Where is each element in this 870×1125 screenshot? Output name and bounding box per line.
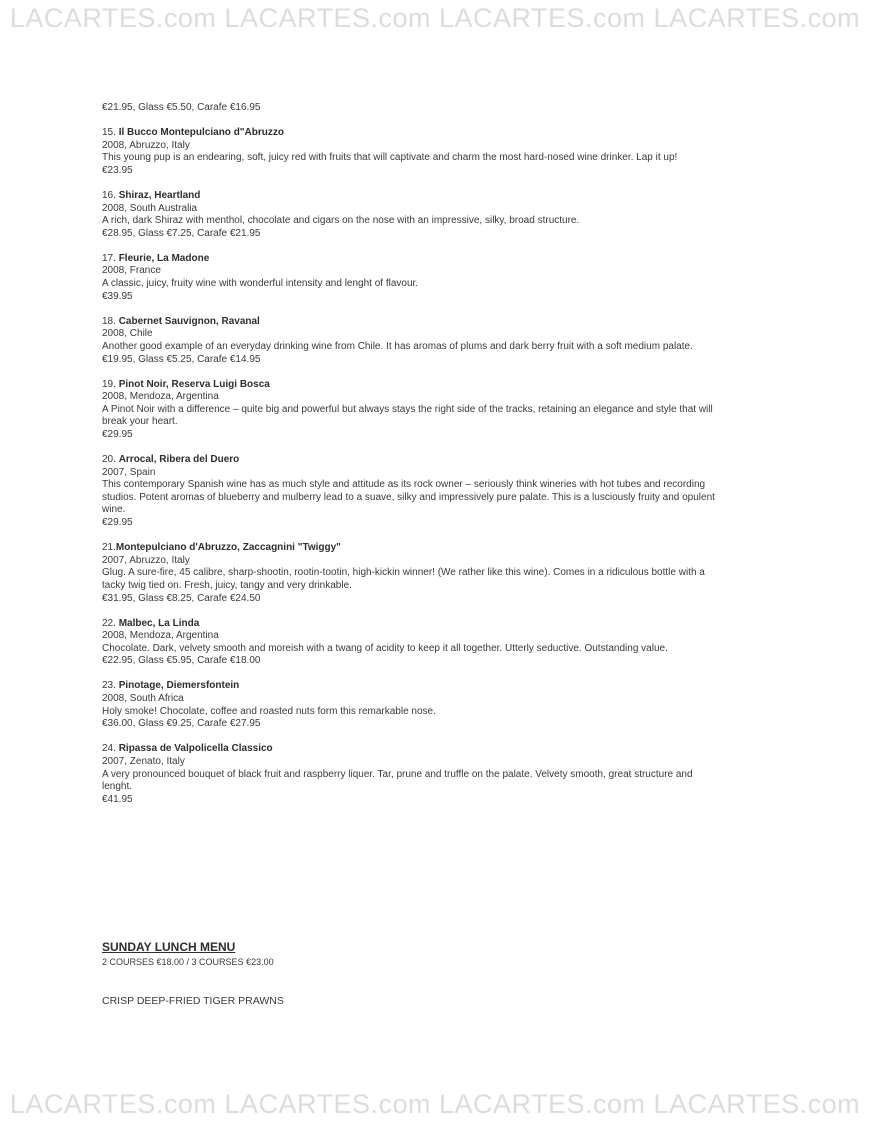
wine-name: Ripassa de Valpolicella Classico bbox=[118, 743, 273, 755]
wine-description-line: lenght. bbox=[102, 781, 133, 793]
wine-entry bbox=[102, 680, 770, 730]
wine-origin: 2007, Zenato, Italy bbox=[102, 755, 185, 767]
watermark-top: LACARTES.com LACARTES.com LACARTES.com LACARTES.com bbox=[9, 3, 861, 33]
wine-description-line: Chocolate. Dark, velvety smooth and moreish with a twang of acidity to keep it all together. Utterly seductive. Outstanding value. bbox=[102, 642, 668, 654]
wine-name: Shiraz, Heartland bbox=[118, 189, 201, 201]
wine-description-line: A classic, juicy, fruity wine with wonderful intensity and lenght of flavour. bbox=[102, 278, 419, 290]
wine-description-line: This young pup is an endearing, soft, juicy red with fruits that will captivate and charm the most hard-nosed wine drinker. Lap it up! bbox=[102, 152, 678, 164]
wine-description-line: A rich, dark Shiraz with menthol, chocolate and cigars on the nose with an impressive, silky, broad structure. bbox=[102, 215, 580, 227]
wine-number: 15. bbox=[102, 127, 119, 139]
wine-origin: 2008, South Australia bbox=[102, 202, 198, 214]
wine-description-line: tacky twig tied on. Fresh, juicy, tangy and very drinkable. bbox=[102, 579, 352, 591]
wine-price: €28.95, Glass €7.25, Carafe €21.95 bbox=[102, 227, 261, 239]
wine-description-line: break your heart. bbox=[102, 416, 178, 428]
continued-price: €21.95, Glass €5.50, Carafe €16.95 bbox=[102, 102, 261, 113]
wine-number: 18. bbox=[102, 315, 119, 327]
wine-description-line: wine. bbox=[102, 504, 126, 516]
wine-name: Cabernet Sauvignon, Ravanal bbox=[118, 315, 260, 327]
wine-name: Pinotage, Diemersfontein bbox=[118, 680, 240, 692]
wine-entry bbox=[102, 618, 770, 668]
wine-number: 17. bbox=[102, 252, 119, 264]
wine-price: €22.95, Glass €5.95, Carafe €18.00 bbox=[102, 655, 261, 667]
wine-title bbox=[102, 316, 770, 329]
wine-origin: 2008, France bbox=[102, 265, 161, 277]
wine-description-line: studios. Potent aromas of blueberry and mulberry lead to a suave, silky and impressively pure palate. This is a lusciously fruity and opulent bbox=[102, 491, 715, 503]
wine-name: Arrocal, Ribera del Duero bbox=[118, 454, 240, 466]
sunday-menu-dish: CRISP DEEP-FRIED TIGER PRAWNS bbox=[102, 995, 284, 1007]
wine-description-line: A very pronounced bouquet of black fruit and raspberry liquer. Tar, prune and truffle on the palate. Velvety smooth, great structure and bbox=[102, 768, 693, 780]
wine-name: Montepulciano d'Abruzzo, Zaccagnini "Twiggy" bbox=[115, 542, 341, 554]
wine-number: 19. bbox=[102, 378, 119, 390]
wine-price: €39.95 bbox=[102, 290, 133, 302]
wine-origin: 2008, Mendoza, Argentina bbox=[102, 630, 219, 642]
wine-price: €29.95 bbox=[102, 517, 133, 529]
wine-description-line: Another good example of an everyday drinking wine from Chile. It has aromas of plums and dark berry fruit with a soft medium palate. bbox=[102, 340, 693, 352]
wine-name: Malbec, La Linda bbox=[118, 617, 200, 629]
wine-title bbox=[102, 618, 770, 631]
wine-price: €31.95, Glass €8.25, Carafe €24.50 bbox=[102, 592, 261, 604]
wine-entry bbox=[102, 542, 770, 605]
wine-number: 24. bbox=[102, 743, 119, 755]
wine-number: 16. bbox=[102, 189, 119, 201]
wine-title bbox=[102, 743, 770, 756]
wine-entry bbox=[102, 316, 770, 366]
wine-number: 22. bbox=[102, 617, 119, 629]
wine-number: 23. bbox=[102, 680, 119, 692]
wine-price: €19.95, Glass €5.25, Carafe €14.95 bbox=[102, 353, 261, 365]
sunday-lunch-section bbox=[102, 940, 770, 1007]
wine-entry bbox=[102, 379, 770, 442]
wine-title bbox=[102, 190, 770, 203]
wine-price: €36.00, Glass €9.25, Carafe €27.95 bbox=[102, 718, 261, 730]
wine-title bbox=[102, 253, 770, 266]
wine-title bbox=[102, 542, 770, 555]
wine-name: Il Bucco Montepulciano d"Abruzzo bbox=[118, 127, 284, 139]
wine-origin: 2007, Spain bbox=[102, 466, 156, 478]
wine-title bbox=[102, 379, 770, 392]
sunday-menu-title: SUNDAY LUNCH MENU bbox=[102, 940, 236, 954]
wine-entry bbox=[102, 253, 770, 303]
wine-origin: 2008, Mendoza, Argentina bbox=[102, 391, 219, 403]
wine-description-line: A Pinot Noir with a difference – quite big and powerful but always stays the right side of the tracks, retaining an elegance and style that will bbox=[102, 403, 713, 415]
wine-entry bbox=[102, 190, 770, 240]
wine-entry bbox=[102, 127, 770, 177]
wine-origin: 2008, Chile bbox=[102, 328, 153, 340]
wine-name: Fleurie, La Madone bbox=[118, 252, 210, 264]
wine-title bbox=[102, 454, 770, 467]
wine-entries bbox=[102, 127, 770, 806]
wine-title bbox=[102, 680, 770, 693]
sunday-menu-prices: 2 COURSES €18.00 / 3 COURSES €23.00 bbox=[102, 957, 274, 967]
wine-origin: 2008, Abruzzo, Italy bbox=[102, 139, 190, 151]
wine-origin: 2008, South Africa bbox=[102, 693, 184, 705]
wine-origin: 2007, Abruzzo, Italy bbox=[102, 554, 190, 566]
wine-entry bbox=[102, 454, 770, 530]
wine-entry bbox=[102, 743, 770, 806]
wine-price: €23.95 bbox=[102, 164, 133, 176]
wine-price: €41.95 bbox=[102, 793, 133, 805]
wine-price: €29.95 bbox=[102, 428, 133, 440]
wine-number: 20. bbox=[102, 454, 119, 466]
wine-description-line: This contemporary Spanish wine has as much style and attitude as its rock owner – seriously think wineries with hot tubes and recording bbox=[102, 479, 706, 491]
wine-description-line: Glug. A sure-fire, 45 calibre, sharp-shootin, rootin-tootin, high-kickin winner! (We rather like this wine). Comes in a ridiculous bottle with a bbox=[102, 567, 705, 579]
wine-list bbox=[102, 102, 770, 806]
wine-name: Pinot Noir, Reserva Luigi Bosca bbox=[118, 378, 270, 390]
watermark-bottom: LACARTES.com LACARTES.com LACARTES.com LACARTES.com bbox=[9, 1089, 861, 1119]
wine-description-line: Holy smoke! Chocolate, coffee and roasted nuts form this remarkable nose. bbox=[102, 705, 436, 717]
wine-title bbox=[102, 127, 770, 140]
wine-number: 21. bbox=[102, 542, 116, 554]
